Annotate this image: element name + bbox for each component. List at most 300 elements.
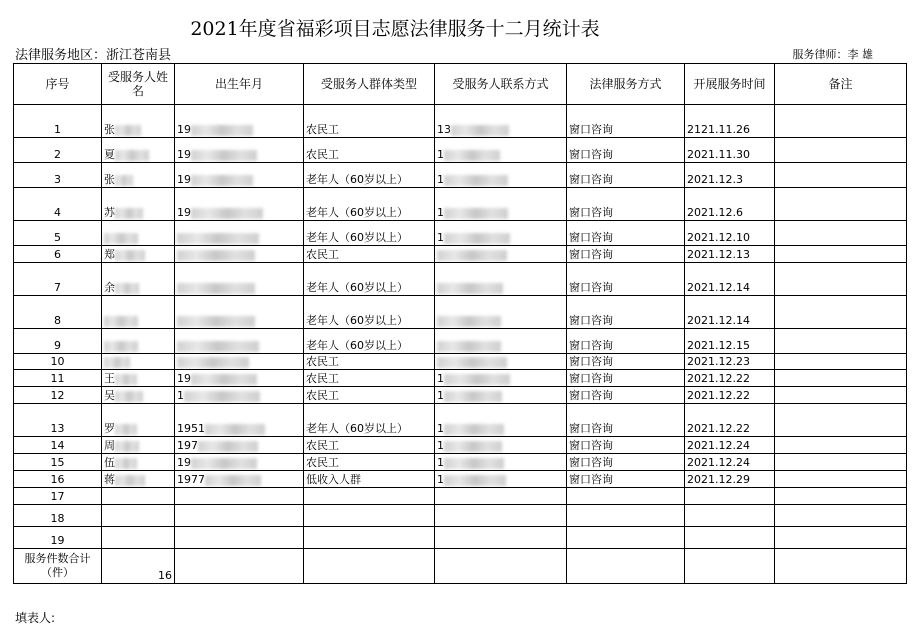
redaction-blur (104, 357, 130, 368)
redaction-blur (115, 374, 137, 385)
cell-group (304, 454, 435, 471)
cell-phone (435, 454, 567, 471)
birth-text: 1977 (177, 473, 205, 486)
group-text: 农民工 (306, 439, 339, 452)
cell-date (685, 188, 775, 221)
cell-remark (775, 404, 907, 437)
group-text: 低收入人群 (306, 473, 361, 486)
cell-remark (775, 387, 907, 404)
header-name: 受服务人姓名 (102, 64, 175, 105)
no-text: 15 (50, 456, 65, 469)
cell-phone (435, 329, 567, 354)
header-date: 开展服务时间 (685, 64, 775, 105)
no-text: 3 (54, 173, 61, 186)
redaction-blur (444, 233, 510, 244)
cell-date (685, 221, 775, 246)
method-text: 窗口咨询 (569, 473, 613, 486)
group-text: 老年人（60岁以上） (306, 206, 408, 219)
table-row (14, 138, 907, 163)
table-row (14, 329, 907, 354)
filler-label: 填表人: (15, 611, 56, 625)
cell-name (102, 404, 175, 437)
cell-group (304, 105, 435, 138)
birth-text: 19 (177, 123, 191, 136)
name-text: 张 (104, 123, 115, 136)
cell-method (567, 246, 685, 263)
cell-birth (175, 263, 304, 296)
redaction-blur (104, 233, 138, 244)
cell-phone (435, 263, 567, 296)
birth-text: 19 (177, 372, 191, 385)
redaction-blur (115, 283, 139, 294)
cell-no (14, 296, 102, 329)
cell-no (14, 527, 102, 549)
cell-method (567, 454, 685, 471)
no-text: 6 (54, 248, 61, 261)
phone-text: 1 (437, 473, 444, 486)
method-text: 窗口咨询 (569, 456, 613, 469)
cell-phone (435, 296, 567, 329)
name-text: 王 (104, 372, 115, 385)
group-text: 农民工 (306, 456, 339, 469)
cell-group (304, 437, 435, 454)
date-text: 2021.12.6 (687, 206, 743, 219)
date-text: 2021.11.30 (687, 148, 750, 161)
redaction-blur (191, 374, 257, 385)
redaction-blur (437, 357, 507, 368)
cell-group (304, 329, 435, 354)
date-text: 2021.12.10 (687, 231, 750, 244)
cell-date (685, 505, 775, 527)
cell-group (304, 138, 435, 163)
service-lawyer: 服务律师：李 雄 (792, 48, 873, 61)
date-text: 2021.12.24 (687, 456, 750, 469)
cell-name (102, 246, 175, 263)
cell-group (304, 354, 435, 370)
cell-method (567, 188, 685, 221)
cell-remark (775, 471, 907, 488)
birth-text: 19 (177, 206, 191, 219)
cell-remark (775, 263, 907, 296)
cell-birth (175, 105, 304, 138)
cell-name (102, 221, 175, 246)
method-text: 窗口咨询 (569, 372, 613, 385)
date-text: 2021.12.13 (687, 248, 750, 261)
redaction-blur (451, 125, 509, 136)
phone-text: 1 (437, 422, 444, 435)
group-text: 农民工 (306, 148, 339, 161)
cell-remark (775, 296, 907, 329)
cell-birth (175, 188, 304, 221)
redaction-blur (191, 150, 257, 161)
cell-birth (175, 527, 304, 549)
cell-date (685, 387, 775, 404)
cell-remark (775, 329, 907, 354)
name-text: 伍 (104, 456, 115, 469)
no-text: 19 (50, 534, 65, 547)
cell-no (14, 404, 102, 437)
cell-date (685, 404, 775, 437)
cell-method (567, 488, 685, 505)
header-phone: 受服务人联系方式 (435, 64, 567, 105)
date-text: 2021.12.22 (687, 389, 750, 402)
cell-date (685, 471, 775, 488)
name-text: 余 (104, 281, 115, 294)
redaction-blur (444, 374, 510, 385)
cell-group (304, 387, 435, 404)
table-row (14, 488, 907, 505)
no-text: 2 (54, 148, 61, 161)
cell-name (102, 505, 175, 527)
name-text: 郑 (104, 248, 115, 261)
redaction-blur (437, 341, 501, 352)
no-text: 5 (54, 231, 61, 244)
redaction-blur (177, 250, 255, 261)
redaction-blur (115, 175, 133, 186)
name-text: 周 (104, 439, 115, 452)
header-method: 法律服务方式 (567, 64, 685, 105)
no-text: 1 (54, 123, 61, 136)
cell-date (685, 454, 775, 471)
cell-no (14, 246, 102, 263)
redaction-blur (115, 458, 137, 469)
birth-text: 19 (177, 148, 191, 161)
method-text: 窗口咨询 (569, 439, 613, 452)
cell-name (102, 188, 175, 221)
cell-remark (775, 527, 907, 549)
cell-date (685, 138, 775, 163)
birth-text: 19 (177, 173, 191, 186)
method-text: 窗口咨询 (569, 355, 613, 368)
cell-method (567, 387, 685, 404)
redaction-blur (437, 250, 507, 261)
table-row (14, 370, 907, 387)
phone-text: 1 (437, 372, 444, 385)
cell-name (102, 296, 175, 329)
table-row (14, 354, 907, 370)
redaction-blur (115, 208, 143, 219)
cell-no (14, 105, 102, 138)
redaction-blur (444, 391, 502, 402)
table-row (14, 471, 907, 488)
no-text: 7 (54, 281, 61, 294)
cell-phone (435, 246, 567, 263)
date-text: 2021.12.22 (687, 422, 750, 435)
redaction-blur (191, 458, 257, 469)
redaction-blur (444, 150, 500, 161)
redaction-blur (115, 441, 139, 452)
cell-remark (775, 505, 907, 527)
cell-method (567, 505, 685, 527)
no-text: 17 (50, 490, 65, 503)
redaction-blur (205, 475, 261, 486)
phone-text: 1 (437, 173, 444, 186)
cell-date (685, 370, 775, 387)
cell-name (102, 471, 175, 488)
cell-no (14, 454, 102, 471)
cell-method (567, 263, 685, 296)
cell-date (685, 488, 775, 505)
cell-phone (435, 163, 567, 188)
cell-remark (775, 246, 907, 263)
date-text: 2021.12.24 (687, 439, 750, 452)
no-text: 8 (54, 314, 61, 327)
table-row (14, 387, 907, 404)
cell-no (14, 354, 102, 370)
phone-text: 1 (437, 206, 444, 219)
group-text: 农民工 (306, 389, 339, 402)
cell-birth (175, 296, 304, 329)
cell-birth (175, 454, 304, 471)
cell-no (14, 505, 102, 527)
cell-phone (435, 505, 567, 527)
service-area: 法律服务地区：浙江苍南县 (15, 48, 172, 63)
redaction-blur (191, 175, 253, 186)
cell-method (567, 354, 685, 370)
cell-method (567, 296, 685, 329)
method-text: 窗口咨询 (569, 248, 613, 261)
phone-text: 1 (437, 148, 444, 161)
cell-birth (175, 437, 304, 454)
total-value: 16 (102, 549, 175, 584)
cell-date (685, 263, 775, 296)
cell-name (102, 437, 175, 454)
cell-no (14, 263, 102, 296)
cell-method (567, 404, 685, 437)
redaction-blur (191, 125, 253, 136)
header-birth: 出生年月 (175, 64, 304, 105)
date-text: 2021.12.15 (687, 339, 750, 352)
method-text: 窗口咨询 (569, 281, 613, 294)
cell-remark (775, 354, 907, 370)
cell-group (304, 488, 435, 505)
table-row (14, 263, 907, 296)
method-text: 窗口咨询 (569, 123, 613, 136)
table-header-row (14, 64, 907, 105)
method-text: 窗口咨询 (569, 389, 613, 402)
cell-date (685, 163, 775, 188)
no-text: 12 (50, 389, 65, 402)
cell-date (685, 437, 775, 454)
cell-phone (435, 488, 567, 505)
cell-date (685, 354, 775, 370)
redaction-blur (104, 341, 138, 352)
cell-date (685, 527, 775, 549)
cell-phone (435, 221, 567, 246)
cell-phone (435, 404, 567, 437)
table-row (14, 163, 907, 188)
cell-date (685, 329, 775, 354)
no-text: 11 (50, 372, 65, 385)
cell-name (102, 387, 175, 404)
cell-phone (435, 437, 567, 454)
cell-no (14, 437, 102, 454)
redaction-blur (177, 233, 259, 244)
no-text: 10 (50, 355, 65, 368)
cell-remark (775, 188, 907, 221)
no-text: 4 (54, 206, 61, 219)
name-text: 张 (104, 173, 115, 186)
table-row (14, 221, 907, 246)
cell-no (14, 471, 102, 488)
cell-name (102, 354, 175, 370)
redaction-blur (205, 424, 265, 435)
table-row (14, 296, 907, 329)
cell-group (304, 263, 435, 296)
group-text: 老年人（60岁以上） (306, 422, 408, 435)
header-group: 受服务人群体类型 (304, 64, 435, 105)
cell-birth (175, 163, 304, 188)
cell-phone (435, 527, 567, 549)
no-text: 13 (50, 422, 65, 435)
group-text: 老年人（60岁以上） (306, 339, 408, 352)
cell-birth (175, 354, 304, 370)
cell-name (102, 329, 175, 354)
cell-birth (175, 505, 304, 527)
method-text: 窗口咨询 (569, 231, 613, 244)
cell-birth (175, 370, 304, 387)
table-row (14, 105, 907, 138)
cell-method (567, 437, 685, 454)
cell-remark (775, 370, 907, 387)
table-row (14, 527, 907, 549)
cell-method (567, 527, 685, 549)
redaction-blur (444, 208, 508, 219)
no-text: 9 (54, 339, 61, 352)
date-text: 2021.12.29 (687, 473, 750, 486)
table-row (14, 404, 907, 437)
method-text: 窗口咨询 (569, 339, 613, 352)
cell-no (14, 387, 102, 404)
group-text: 老年人（60岁以上） (306, 231, 408, 244)
table-row (14, 505, 907, 527)
cell-birth (175, 329, 304, 354)
date-text: 2021.12.14 (687, 281, 750, 294)
redaction-blur (198, 441, 258, 452)
name-text: 苏 (104, 206, 115, 219)
cell-phone (435, 354, 567, 370)
cell-phone (435, 138, 567, 163)
cell-group (304, 505, 435, 527)
redaction-blur (104, 316, 138, 327)
redaction-blur (444, 424, 504, 435)
redaction-blur (115, 250, 145, 261)
redaction-blur (115, 150, 149, 161)
cell-name (102, 105, 175, 138)
cell-remark (775, 221, 907, 246)
no-text: 18 (50, 512, 65, 525)
cell-phone (435, 471, 567, 488)
cell-birth (175, 138, 304, 163)
group-text: 农民工 (306, 372, 339, 385)
cell-birth (175, 387, 304, 404)
cell-group (304, 221, 435, 246)
redaction-blur (437, 316, 501, 327)
cell-birth (175, 488, 304, 505)
redaction-blur (177, 283, 255, 294)
redaction-blur (444, 458, 504, 469)
redaction-blur (115, 424, 137, 435)
total-row (14, 549, 907, 584)
cell-method (567, 221, 685, 246)
phone-text: 1 (437, 231, 444, 244)
name-text: 夏 (104, 148, 115, 161)
birth-text: 197 (177, 439, 198, 452)
redaction-blur (437, 283, 503, 294)
cell-group (304, 370, 435, 387)
name-text: 吴 (104, 389, 115, 402)
group-text: 农民工 (306, 248, 339, 261)
cell-date (685, 246, 775, 263)
redaction-blur (177, 357, 249, 368)
total-label: 服务件数合计（件） (14, 549, 102, 584)
cell-no (14, 138, 102, 163)
cell-no (14, 370, 102, 387)
birth-text: 1 (177, 389, 184, 402)
cell-remark (775, 488, 907, 505)
cell-phone (435, 387, 567, 404)
method-text: 窗口咨询 (569, 173, 613, 186)
date-text: 2021.12.23 (687, 355, 750, 368)
redaction-blur (177, 316, 255, 327)
cell-no (14, 163, 102, 188)
group-text: 农民工 (306, 123, 339, 136)
redaction-blur (444, 441, 502, 452)
redaction-blur (115, 125, 141, 136)
redaction-blur (177, 341, 259, 352)
cell-name (102, 488, 175, 505)
date-text: 2021.12.22 (687, 372, 750, 385)
redaction-blur (444, 475, 506, 486)
cell-remark (775, 138, 907, 163)
cell-name (102, 527, 175, 549)
cell-remark (775, 105, 907, 138)
cell-remark (775, 454, 907, 471)
cell-method (567, 329, 685, 354)
group-text: 农民工 (306, 355, 339, 368)
cell-name (102, 138, 175, 163)
cell-group (304, 246, 435, 263)
cell-group (304, 188, 435, 221)
table-row (14, 246, 907, 263)
cell-name (102, 454, 175, 471)
cell-no (14, 329, 102, 354)
name-text: 罗 (104, 422, 115, 435)
redaction-blur (115, 391, 143, 402)
cell-phone (435, 370, 567, 387)
method-text: 窗口咨询 (569, 148, 613, 161)
table-row (14, 188, 907, 221)
cell-birth (175, 246, 304, 263)
cell-no (14, 188, 102, 221)
cell-group (304, 471, 435, 488)
header-remark: 备注 (775, 64, 907, 105)
cell-name (102, 263, 175, 296)
method-text: 窗口咨询 (569, 422, 613, 435)
redaction-blur (184, 391, 260, 402)
redaction-blur (115, 475, 145, 486)
redaction-blur (191, 208, 263, 219)
cell-group (304, 296, 435, 329)
cell-date (685, 105, 775, 138)
cell-date (685, 296, 775, 329)
birth-text: 19 (177, 456, 191, 469)
cell-name (102, 163, 175, 188)
no-text: 16 (50, 473, 65, 486)
group-text: 老年人（60岁以上） (306, 173, 408, 186)
phone-text: 1 (437, 456, 444, 469)
cell-phone (435, 188, 567, 221)
